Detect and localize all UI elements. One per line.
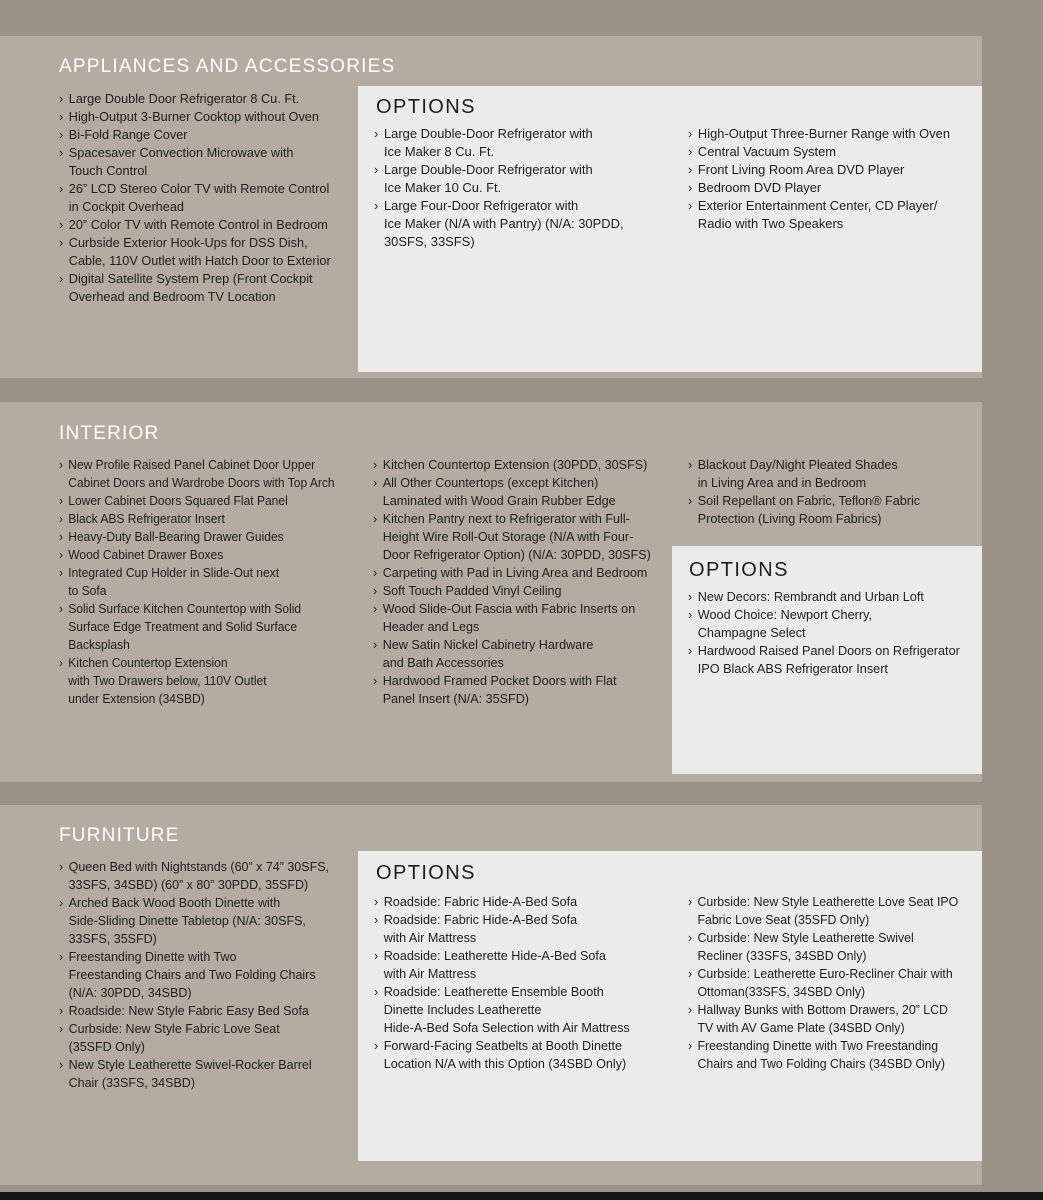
list-item: › New Satin Nickel Cabinetry Hardware and Bath Accessories <box>373 636 651 672</box>
list-item: › New Profile Raised Panel Cabinet Door Upper Cabinet Doors and Wardrobe Doors with Top Arch <box>59 456 335 492</box>
list-item: › Bi-Fold Range Cover <box>59 126 331 144</box>
list-item: › Roadside: Fabric Hide-A-Bed Sofa with Air Mattress <box>374 911 630 947</box>
appliances-options-box <box>358 86 982 372</box>
list-item: › Kitchen Countertop Extension (30PDD, 30SFS) <box>373 456 651 474</box>
list-item: › Blackout Day/Night Pleated Shades in Living Area and in Bedroom <box>688 456 920 492</box>
list-item: › New Style Leatherette Swivel-Rocker Barrel Chair (33SFS, 34SBD) <box>59 1056 329 1092</box>
list-item: › Hardwood Raised Panel Doors on Refrigerator IPO Black ABS Refrigerator Insert <box>688 642 960 678</box>
interior-options-title: OPTIONS <box>689 559 789 581</box>
list-item: › New Decors: Rembrandt and Urban Loft <box>688 588 960 606</box>
list-item: › Large Double Door Refrigerator 8 Cu. Ft. <box>59 90 331 108</box>
list-item: › Heavy-Duty Ball-Bearing Drawer Guides <box>59 528 335 546</box>
list-item: › Roadside: Fabric Hide-A-Bed Sofa <box>374 893 630 911</box>
list-item: › Curbside: Leatherette Euro-Recliner Chair with Ottoman(33SFS, 34SBD Only) <box>688 965 958 1001</box>
interior-heading: INTERIOR <box>59 423 160 444</box>
furniture-options-list-1 <box>374 893 630 1073</box>
list-item: › Kitchen Countertop Extension with Two Drawers below, 110V Outlet under Extension (34SBD) <box>59 654 335 708</box>
interior-section <box>0 402 982 782</box>
bottom-bar <box>0 1192 1043 1200</box>
list-item: › Central Vacuum System <box>688 143 950 161</box>
furniture-heading: FURNITURE <box>59 825 180 846</box>
list-item: › 20” Color TV with Remote Control in Bedroom <box>59 216 331 234</box>
list-item: › Curbside: New Style Leatherette Love Seat IPO Fabric Love Seat (35SFD Only) <box>688 893 958 929</box>
list-item: › Wood Cabinet Drawer Boxes <box>59 546 335 564</box>
list-item: › High-Output Three-Burner Range with Oven <box>688 125 950 143</box>
list-item: › Large Double-Door Refrigerator with Ice Maker 10 Cu. Ft. <box>374 161 624 197</box>
list-item: › Kitchen Pantry next to Refrigerator with Full- Height Wire Roll-Out Storage (N/A with Four- Door Refrigerator Option) (N/A: 30PDD, 30SFS) <box>373 510 651 564</box>
list-item: › Black ABS Refrigerator Insert <box>59 510 335 528</box>
interior-list-2 <box>373 456 651 708</box>
list-item: › Wood Choice: Newport Cherry, Champagne Select <box>688 606 960 642</box>
interior-list-3 <box>688 456 920 528</box>
furniture-options-list-2 <box>688 893 958 1073</box>
list-item: › All Other Countertops (except Kitchen) Laminated with Wood Grain Rubber Edge <box>373 474 651 510</box>
list-item: › Front Living Room Area DVD Player <box>688 161 950 179</box>
list-item: › Soft Touch Padded Vinyl Ceiling <box>373 582 651 600</box>
list-item: › Queen Bed with Nightstands (60” x 74” 30SFS, 33SFS, 34SBD) (60” x 80” 30PDD, 35SFD) <box>59 858 329 894</box>
list-item: › Freestanding Dinette with Two Freestanding Chairs and Two Folding Chairs (34SBD Only) <box>688 1037 958 1073</box>
appliances-heading: APPLIANCES AND ACCESSORIES <box>59 56 396 77</box>
list-item: › Carpeting with Pad in Living Area and Bedroom <box>373 564 651 582</box>
list-item: › Forward-Facing Seatbelts at Booth Dinette Location N/A with this Option (34SBD Only) <box>374 1037 630 1073</box>
furniture-standard-list <box>59 858 329 1092</box>
appliances-options-list-1 <box>374 125 624 251</box>
list-item: › Spacesaver Convection Microwave with Touch Control <box>59 144 331 180</box>
list-item: › High-Output 3-Burner Cooktop without Oven <box>59 108 331 126</box>
list-item: › Wood Slide-Out Fascia with Fabric Inserts on Header and Legs <box>373 600 651 636</box>
furniture-options-title: OPTIONS <box>376 862 476 884</box>
interior-list-1 <box>59 456 335 708</box>
interior-options-box <box>672 546 982 774</box>
list-item: › Integrated Cup Holder in Slide-Out next to Sofa <box>59 564 335 600</box>
appliances-options-title: OPTIONS <box>376 96 476 118</box>
appliances-options-list-2 <box>688 125 950 233</box>
list-item: › Hardwood Framed Pocket Doors with Flat Panel Insert (N/A: 35SFD) <box>373 672 651 708</box>
list-item: › Solid Surface Kitchen Countertop with Solid Surface Edge Treatment and Solid Surface Backsplash <box>59 600 335 654</box>
list-item: › Freestanding Dinette with Two Freestanding Chairs and Two Folding Chairs (N/A: 30PDD, 34SBD) <box>59 948 329 1002</box>
list-item: › Soil Repellant on Fabric, Teflon® Fabric Protection (Living Room Fabrics) <box>688 492 920 528</box>
list-item: › Curbside Exterior Hook-Ups for DSS Dish, Cable, 110V Outlet with Hatch Door to Exterior <box>59 234 331 270</box>
list-item: › Curbside: New Style Fabric Love Seat (35SFD Only) <box>59 1020 329 1056</box>
list-item: › Large Four-Door Refrigerator with Ice Maker (N/A with Pantry) (N/A: 30PDD, 30SFS, 33SFS) <box>374 197 624 251</box>
list-item: › Hallway Bunks with Bottom Drawers, 20” LCD TV with AV Game Plate (34SBD Only) <box>688 1001 958 1037</box>
interior-options-list <box>688 588 960 678</box>
list-item: › Digital Satellite System Prep (Front Cockpit Overhead and Bedroom TV Location <box>59 270 331 306</box>
list-item: › Large Double-Door Refrigerator with Ice Maker 8 Cu. Ft. <box>374 125 624 161</box>
list-item: › Arched Back Wood Booth Dinette with Side-Sliding Dinette Tabletop (N/A: 30SFS, 33SFS, 35SFD) <box>59 894 329 948</box>
list-item: › Roadside: Leatherette Hide-A-Bed Sofa with Air Mattress <box>374 947 630 983</box>
furniture-section <box>0 805 982 1185</box>
list-item: › 26” LCD Stereo Color TV with Remote Control in Cockpit Overhead <box>59 180 331 216</box>
list-item: › Curbside: New Style Leatherette Swivel Recliner (33SFS, 34SBD Only) <box>688 929 958 965</box>
list-item: › Bedroom DVD Player <box>688 179 950 197</box>
list-item: › Lower Cabinet Doors Squared Flat Panel <box>59 492 335 510</box>
appliances-section <box>0 36 982 378</box>
list-item: › Exterior Entertainment Center, CD Player/ Radio with Two Speakers <box>688 197 950 233</box>
list-item: › Roadside: Leatherette Ensemble Booth Dinette Includes Leatherette Hide-A-Bed Sofa Selection with Air Mattress <box>374 983 630 1037</box>
appliances-standard-list <box>59 90 331 306</box>
furniture-options-box <box>358 851 982 1161</box>
list-item: › Roadside: New Style Fabric Easy Bed Sofa <box>59 1002 329 1020</box>
